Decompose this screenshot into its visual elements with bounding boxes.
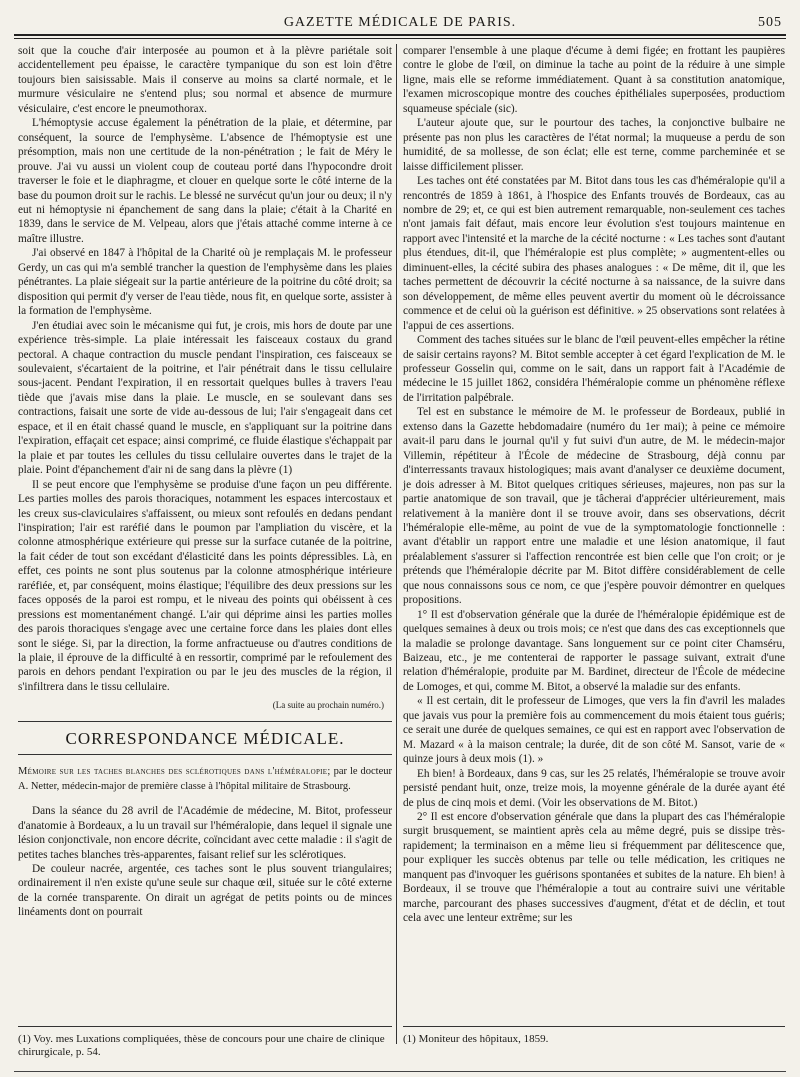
paragraph: L'hémoptysie accuse également la pénétration de la plaie, et détermine, par conséquent, la source de l'emphysème. L'absence de l'hémoptysie est une présomption, mais non une certitude de la non-pénétration ; le fait de Méry le prouve. J'ai vu aussi un violent coup de couteau porté dans l'hypocondre droit traverser le foie et le diaphragme, et clouer en quelque sorte le côté interne de la base du poumon droit sur le rachis. Le blessé ne survécut qu'un jour ou deux; il n'y eut ni hémoptysie ni épanchement de sang dans la plaie; c'était à la Charité en 1839, dans le service de M. Velpeau, alors que j'étais attaché comme interne à ce maître illustre. bbox=[18, 117, 392, 245]
journal-title: GAZETTE MÉDICALE DE PARIS. bbox=[283, 15, 517, 30]
paragraph: comparer l'ensemble à une plaque d'écume à demi figée; en frottant les paupières contre le globe de l'œil, on diminue la tache au point de la réduire à une simple ligne, mais elle se reforme immédiatement. Quant à sa constitution anatomique, l'examen microscopique montre des couches épithéliales superposées, productiom squameuse spéciale (sic). bbox=[403, 45, 785, 115]
section-divider bbox=[18, 721, 392, 722]
article-title bbox=[18, 765, 392, 794]
footnote-right bbox=[403, 1026, 785, 1046]
paragraph: De couleur nacrée, argentée, ces taches sont le plus souvent triangulaires; ordinairement il n'en existe qu'une seule sur chaque œil, située sur le côté externe de la cornée transparente. On dirait un agrégat de petits points ou de minces linéaments dont on pourrait bbox=[18, 863, 392, 919]
page-number: 505 bbox=[758, 15, 782, 30]
paragraph: « Il est certain, dit le professeur de Limoges, que vers la fin d'avril les malades que javais vus pour la première fois au commencement du mois étaient tous guéris; ce serait une durée de quelques semaines, ce qui est en rapport avec l'observation de M. Mazard « à la maison centrale; la durée, dit de son côté M. Sansot, varie de « quinze jours à deux mois (1). » bbox=[403, 695, 785, 766]
right-column bbox=[403, 44, 785, 926]
header-rule-thin bbox=[14, 38, 786, 39]
paragraph: Comment des taches situées sur le blanc de l'œil peuvent-elles empêcher la rétine de saisir certains rayons? M. Bitot semble accepter à cet égard l'explication de M. le professeur Gosselin qui, comme on le sait, dans un rapport fait à l'Académie de médecine le 15 juillet 1862, considéra l'héméralopie comme un phénomène réflexe de l'irritation palpébrale. bbox=[403, 334, 785, 404]
continued-note: (La suite au prochain numéro.) bbox=[272, 700, 384, 711]
footnote-rule bbox=[403, 1026, 785, 1027]
paragraph: J'en étudiai avec soin le mécanisme qui fut, je crois, mis hors de doute par une expérience très-simple. La plaie intéressait les faisceaux costaux du grand pectoral. A chaque contraction du muscle pendant l'inspiration, ces faisceaux se soulevaient, s'écartaient de la poitrine, et l'air pénétrait dans le tissu cellulaire sous-jacent. Pendant l'expiration, il en ressortait quelques bulles à travers l'eau tiède que j'avais mise dans la plaie. Le muscle, en se soulevant dans ses contractions, faisait une sorte de vide au-dessous de lui; l'air s'engageait dans cet espace, et il en était chassé quand le muscle, en s'appliquant sur la poitrine dans l'expiration, effaçait cet espace; ainsi comprimé, ce fluide élastique s'échappait par la plaie et par toutes les cellules du tissu cellulaire ouvertes dans le trajet de la plaie. Point d'épanchement d'air ni de sang dans la plèvre (1) bbox=[18, 319, 392, 477]
footnote-text: (1) Moniteur des hôpitaux, 1859. bbox=[403, 1033, 549, 1045]
paragraph: Il se peut encore que l'emphysème se produise d'une façon un peu différente. Les parties molles des parois thoraciques, notamment les espaces intercostaux et les creux sus-claviculaires s'affaissent, ou mieux sont refoulés en dedans pendant l'inspiration; l'air est raréfié dans le poumon par l'ampliation du viscère, et la colonne atmosphérique extérieure qui presse sur la surface cutanée de la poitrine, la fait céder de tout son excédant d'élasticité dans les points dépressibles. Là, en effet, ces points ne sont plus soutenus par la colonne atmosphérique intérieure raréfiée, et, par conséquent, moins élastique; l'équilibre des deux pressions sur les faces opposés de la paroi est rompu, et le niveau des points qui obéissent à ces pressions est momentanément changé. L'air qui déprime ainsi les parties molles des parois thoraciques s'engage avec une certaine force dans les plaies dont elles sont le siége. Si, par la direction, la forme anfractueuse ou d'autres conditions de la plaie, il éprouve de la difficulté à en ressortir, comprimé par le refoulement des parois en dehors pendant l'expiration ou par le jeu des muscles de la région, il s'infiltrera dans le tissu cellulaire. bbox=[18, 478, 392, 693]
page-header bbox=[14, 12, 786, 34]
section-divider-thin bbox=[18, 754, 392, 755]
header-rule bbox=[14, 34, 786, 36]
section-title: CORRESPONDANCE MÉDICALE. bbox=[65, 728, 345, 748]
paragraph: Tel est en substance le mémoire de M. le professeur de Bordeaux, publié in extenso dans la Gazette hebdomadaire (numéro du 1er mai); à peine ce mémoire avait-il paru dans le journal qu'il y fut suivi d'un autre, de M. le médecin-major Villemin, répétiteur à l'École de médecine de Strasbourg, déjà connu par d'interressants travaux histologiques; mais avant d'analyser ce deuxième document, je dois adresser à M. Bitot quelques critiques sérieuses, majeures, non pas sur la partie anatomique de son travail, que je tâcherai d'apprécier ultérieurement, mais relativement à la manière dont il se trouve avoir, dans ses observations, décrit l'héméralopie elle-même, au point de vue de la symptomatologie fonctionnelle : avant d'établir un rapport entre une maladie et une lésion anatomique, il faut préalablement s'assurer si l'affection rencontrée est bien celle que l'on croit; or je prétends que l'héméralopie décrite par M. Bitot diffère considérablement de celle que nous connaissons sous ce nom, ce que j'espère pouvoir démontrer en quelques propositions. bbox=[403, 406, 785, 607]
footnote-left bbox=[18, 1026, 392, 1059]
paragraph: J'ai observé en 1847 à l'hôpital de la Charité où je remplaçais M. le professeur Gerdy, un cas qui m'a semblé trancher la question de l'emphysème dans les plaies pénétrantes. La plaie siégeait sur la partie antérieure de la poitrine du côté droit; sa disposition qui permit d'y verser de l'eau tiède, nous fit, en quelque sorte, assister à la formation de l'emphysème. bbox=[18, 247, 392, 318]
left-column bbox=[18, 44, 392, 920]
paragraph: Dans la séance du 28 avril de l'Académie de médecine, M. Bitot, professeur d'anatomie à Bordeaux, a lu un travail sur l'héméralopie, dans lequel il signale une lésion conjonctivale, non encore décrite, coïncidant avec cette maladie : il s'agit de petites taches blanches très-apparentes, faisant relief sur les sclérotiques. bbox=[18, 805, 392, 861]
article-title-author: par le docteur A. Netter, médecin-major de première classe à l'hôpital militaire de Strasbourg. bbox=[18, 766, 392, 792]
paragraph: soit que la couche d'air interposée au poumon et à la plèvre pariétale soit accidentellement peu épaisse, le caractère tympanique du son est loin d'être toujours bien saisissable. Mais il conserve au moins sa clarté normale, et le murmure vésiculaire ne s'entend plus; sou normal et absence de murmure vésiculaire, c'est encore le pneumothorax. bbox=[18, 45, 392, 115]
footnote-text: (1) Voy. mes Luxations compliquées, thèse de concours pour une chaire de clinique chirurgicale, p. 54. bbox=[18, 1033, 385, 1058]
footnote-rule bbox=[18, 1026, 392, 1027]
paragraph: L'auteur ajoute que, sur le pourtour des taches, la conjonctive bulbaire ne présente pas non plus les caractères de l'état normal; la muqueuse a perdu de son humidité, de sa mollesse, de son éclat; elle est terne, comme parcheminée et se laisse difficilement plisser. bbox=[403, 117, 785, 173]
bottom-rule bbox=[14, 1071, 786, 1072]
paragraph: Les taches ont été constatées par M. Bitot dans tous les cas d'héméralopie qu'il a rencontrés de 1859 à 1861, à l'hospice des Enfants trouvés de Bordeaux, cas au nombre de 29; et, ce qui est bien autrement remarquable, non-seulement ces taches n'ont jamais fait défaut, mais encore leur évolution s'est toujours maintenue en rapport avec l'intensité et la marche de la cécité nocturne : « Les taches sont d'autant plus étendues, dit-il, que l'héméralopie est plus complète; » augmentent-elles ou diminuent-elles, la cécité subira des phases analogues : « De même, dit il, que les taches permettent de découvrir la cécité nocturne à sa naissance, de la suivre dans son développement, de même elles peuvent avertir du moment où le décroissance commence et de celui où la guérison est définitive. » 25 observations sont relatées à l'appui de ces assertions. bbox=[403, 175, 785, 332]
paragraph: 2° Il est encore d'observation générale que dans la plupart des cas l'héméralopie surgit brusquement, se maintient après cela au même degré, puis se dissipe très-rapidement; la terminaison en a même lieu si fréquemment par délitescence que, pour expliquer les succès obtenus par telle ou telle médication, les critiques ne manquent pas d'invoquer les guérisons spontanées et subites de la nature. Eh bien! à Bordeaux, il se trouve que l'héméralopie a tout au contraire suivi une véritable marche, parcourant des phases successives d'augment, d'état et de déclin, et tout cela avec une lenteur extrême; sur les bbox=[403, 811, 785, 925]
column-divider bbox=[396, 44, 397, 1044]
paragraph: 1° Il est d'observation générale que la durée de l'héméralopie épidémique est de quelques semaines à deux ou trois mois; ce n'est que dans des cas exceptionnels que la maladie se prolonge davantage. Sans longuement sur ce point citer Chamséru, Baizeau, etc., je me contenterai de rapporter le passage suivant, extrait d'une relation d'héméralopie, produite par M. Bardinet, directeur de l'École de médecine de Lomoges, et qui, comme M. Bitot, a observé la maladie sur des enfants. bbox=[403, 608, 785, 693]
article-title-main: Mémoire sur les taches blanches des sclérotiques dans l'héméralopie; bbox=[18, 766, 331, 778]
paragraph: Eh bien! à Bordeaux, dans 9 cas, sur les 25 relatés, l'héméralopie se trouve avoir persisté pendant huit, onze, treize mois, la moyenne générale de la durée ayant été de plus de cinq mois et demi. (Voir les observations de M. Bitot.) bbox=[403, 767, 785, 809]
